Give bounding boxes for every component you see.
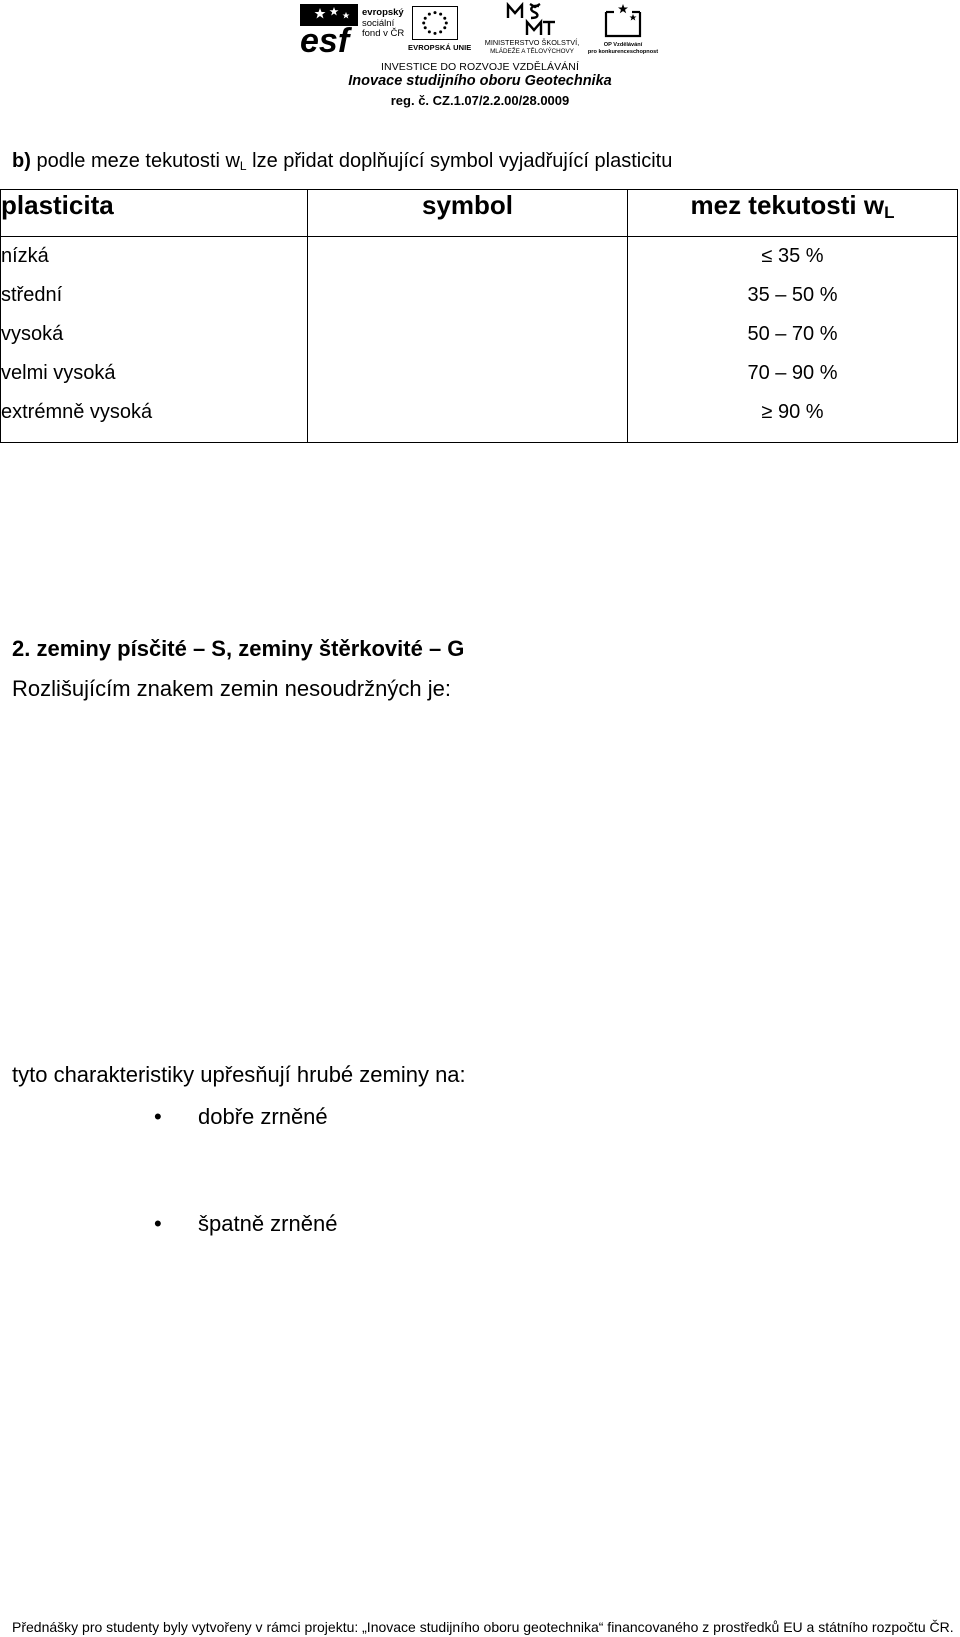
header-liquid-limit: mez tekutosti $w_L$ [628,190,958,237]
header-plasticity: plasticita [1,190,308,237]
liquid-limit-cell [628,237,958,443]
plasticity-name: střední [1,284,63,306]
intro-subscript: L [239,159,247,173]
msmt-logo [505,2,559,38]
liquid-limit-value: 50 – 70 % [747,323,838,345]
plasticity-name: extrémně vysoká [1,401,153,423]
msmt-caption: MINISTERSTVO ŠKOLSTVÍ, MLÁDEŽE A TĚLOVÝCHOVY [484,38,580,55]
list-item-text: dobře zrněné [198,1104,328,1129]
list-item [154,1104,328,1130]
op-caption: OP Vzdělávání pro konkurenceschopnost [587,42,659,55]
esf-logo [300,4,358,54]
svg-text:esf: esf [300,22,350,54]
investice-heading: INVESTICE DO ROZVOJE VZDĚLÁVÁNÍ [381,61,579,73]
intro-text-before: podle meze tekutosti w [30,150,240,172]
plasticity-name: vysoká [1,323,64,345]
section-2-title: 2. zeminy písčité – S, zeminy štěrkovité – G [12,636,465,661]
esf-caption: evropský sociální fond v ČR [362,7,405,39]
plasticity-name: nízká [1,245,49,267]
refine-sentence: tyto charakteristiky upřesňují hrubé zeminy na: [12,1062,466,1087]
eu-label: EVROPSKÁ UNIE [408,43,472,52]
liquid-limit-value: 35 – 50 % [747,284,838,306]
distinguishing-sentence: Rozlišujícím znakem zemin nesoudržných je: [12,676,451,701]
bullet-icon: • [154,1211,162,1236]
header-symbol: symbol [308,190,628,237]
op-logo [600,2,646,40]
bullet-icon: • [154,1104,162,1129]
plasticity-intro [12,150,672,173]
list-item-text: špatně zrněné [198,1211,338,1236]
intro-text-after: lze přidat doplňující symbol vyjadřující plasticitu [246,150,673,172]
eu-flag-icon [412,6,458,40]
plasticity-name: velmi vysoká [1,362,116,384]
liquid-limit-value: ≤ 35 % [761,245,824,267]
plasticity-names-cell [1,237,308,443]
liquid-limit-value: ≥ 90 % [761,401,824,423]
registration-number: reg. č. CZ.1.07/2.2.00/28.0009 [390,93,570,108]
plasticity-table [0,189,958,443]
liquid-limit-value: 70 – 90 % [747,362,838,384]
project-title: Inovace studijního oboru Geotechnika [348,73,612,89]
footer-note: Přednášky pro studenty byly vytvořeny v rámci projektu: „Inovace studijního oboru geotechnika“ financovaného z prostředků EU a státního rozpočtu ČR. [12,1619,954,1635]
list-item [154,1211,337,1237]
symbol-cell [308,237,628,443]
item-label: b) [12,150,31,172]
